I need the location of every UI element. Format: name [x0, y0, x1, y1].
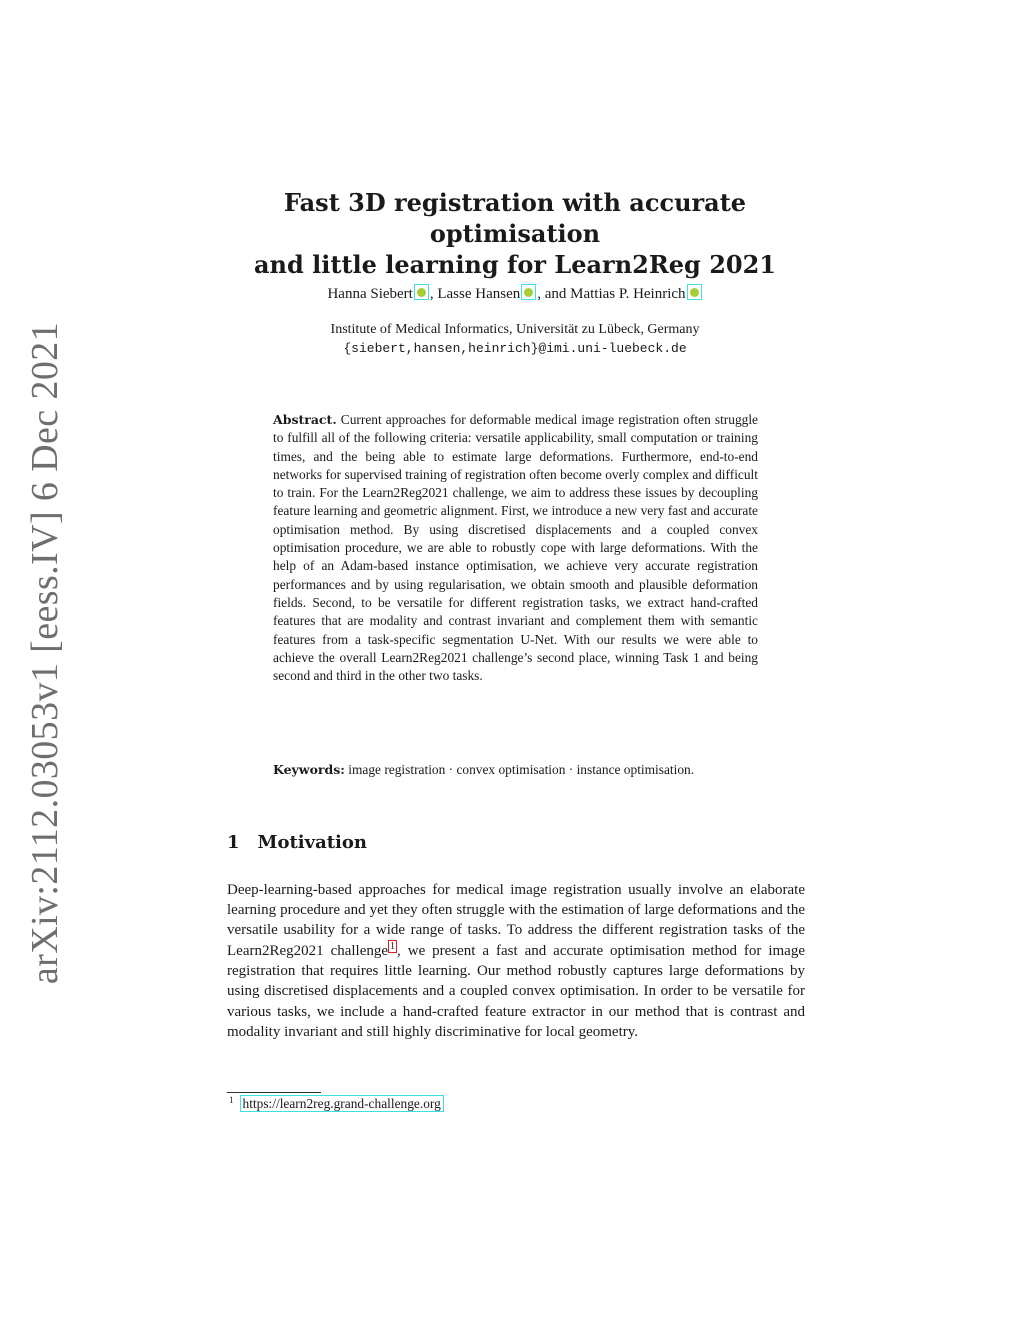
- abstract: [273, 411, 758, 685]
- author-name: , and Mattias P. Heinrich: [537, 286, 686, 302]
- keywords-label: Keywords:: [273, 762, 345, 777]
- author-name: Hanna Siebert: [327, 286, 413, 302]
- footnote-link[interactable]: https://learn2reg.grand-challenge.org: [240, 1095, 444, 1112]
- body-text-part-1: Deep-learning-based approaches for medical image registration usually involve an elaborate learning procedure and yet they often struggle with the estimation of large deformations and the versatile usability for a wide range of tasks. To address the different registration tasks of the Learn2Reg2021 challenge: [227, 882, 805, 960]
- title-line-2: and little learning for Learn2Reg 2021: [254, 250, 776, 279]
- footnote-number: 1: [229, 1095, 234, 1105]
- orcid-icon[interactable]: [687, 284, 702, 300]
- section-heading: [227, 832, 367, 853]
- paper-title: [200, 187, 830, 280]
- abstract-label: Abstract.: [273, 412, 337, 427]
- keywords-text: image registration · convex optimisation · instance optimisation.: [348, 762, 695, 777]
- email-addresses: {siebert,hansen,heinrich}@imi.uni-luebeck.de: [343, 341, 687, 356]
- body-text-part-2: , we present a fast and accurate optimisation method for image registration that requires little learning. Our method robustly captures large deformations by using discretised displacements and a coupled convex optimisation. In order to be versatile for various tasks, we include a hand-crafted feature extractor in our method that is contrast and modality invariant and still highly discriminative for local geometry.: [227, 943, 805, 1040]
- keywords: [273, 761, 758, 779]
- arxiv-stamp: [22, 321, 68, 984]
- affiliation: Institute of Medical Informatics, Universität zu Lübeck, Germany: [330, 322, 700, 337]
- footnote: [229, 1095, 444, 1112]
- footnote-divider: [227, 1092, 321, 1093]
- orcid-icon[interactable]: [414, 284, 429, 300]
- footnote-reference[interactable]: 1: [390, 941, 396, 953]
- author-list: [200, 284, 830, 303]
- arxiv-identifier: arXiv:2112.03053v1 [eess.IV] 6 Dec 2021: [24, 321, 67, 984]
- body-paragraph: [227, 880, 805, 1042]
- section-title: Motivation: [257, 832, 367, 853]
- orcid-icon[interactable]: [521, 284, 536, 300]
- author-name: , Lasse Hansen: [429, 286, 521, 302]
- affiliation-block: [200, 320, 830, 358]
- title-line-1: Fast 3D registration with accurate optimisation: [283, 188, 747, 248]
- abstract-text: Current approaches for deformable medical image registration often struggle to fulfill all of the following criteria: versatile applicability, small computation or training times, and the being able to estimate large deformations. Furthermore, end-to-end networks for supervised training of registration often become overly complex and difficult to train. For the Learn2Reg2021 challenge, we aim to address these issues by decoupling feature learning and geometric alignment. First, we introduce a new very fast and accurate optimisation method. By using discretised displacements and a coupled convex optimisation procedure, we are able to robustly cope with large deformations. With the help of an Adam-based instance optimisation, we achieve very accurate registration performances and by using regularisation, we obtain smooth and plausible deformation fields. Second, to be versatile for different registration tasks, we extract hand-crafted features that are modality and contrast invariant and complement them with semantic features from a task-specific segmentation U-Net. With our results we were able to achieve the overall Learn2Reg2021 challenge’s second place, winning Task 1 and being second and third in the other two tasks.: [273, 412, 758, 684]
- section-number: 1: [227, 832, 240, 853]
